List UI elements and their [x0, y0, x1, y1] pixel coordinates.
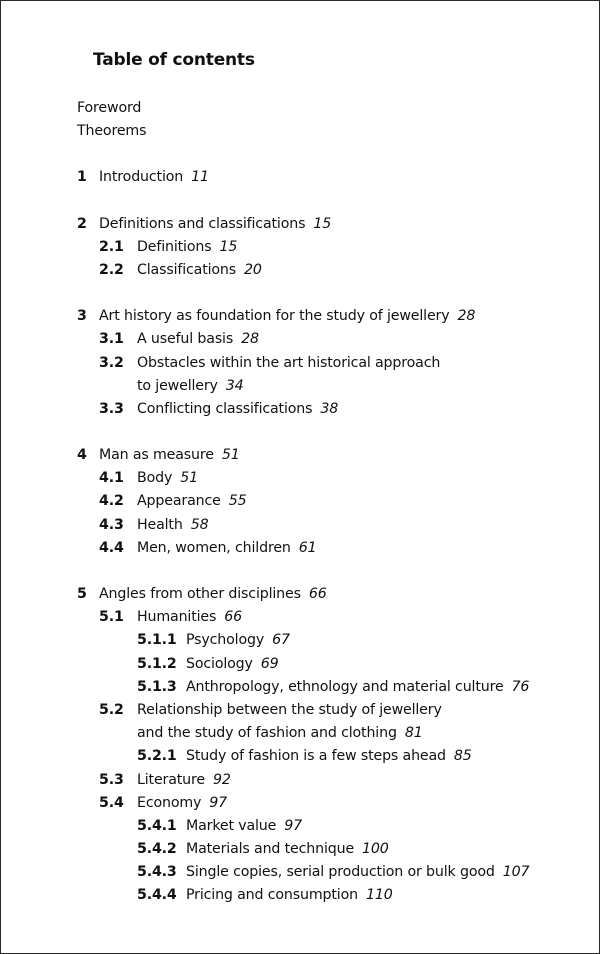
- entry-number: 4.3: [99, 516, 124, 533]
- entry-title: Humanities: [137, 609, 217, 626]
- entry-number: 3.3: [99, 400, 124, 417]
- toc-entry-5-1-2: [1, 653, 599, 676]
- toc-entry-4-1: [1, 467, 599, 490]
- page-number: 107: [502, 864, 530, 881]
- entry-number: 4.2: [99, 493, 124, 510]
- page-number: 61: [298, 539, 317, 556]
- entry-title: Market value: [186, 817, 277, 834]
- entry-text: [137, 328, 259, 351]
- entry-title: Man as measure: [99, 447, 214, 464]
- entry-text: [186, 815, 302, 838]
- entry-text: [186, 653, 279, 676]
- entry-number: 5.4.4: [137, 887, 177, 904]
- page-number: 110: [365, 887, 393, 904]
- entry-text: [186, 838, 389, 861]
- page-number: 34: [225, 377, 244, 394]
- page-number: 67: [272, 632, 290, 649]
- entry-number: 2.1: [99, 238, 124, 255]
- entry-text: [137, 769, 231, 792]
- toc-entry-3-3: [1, 398, 599, 421]
- page-number: 66: [224, 609, 242, 626]
- page-number: 81: [404, 725, 423, 742]
- page-number: 58: [190, 516, 209, 533]
- toc-entry-2-2: [1, 259, 599, 282]
- page-number: 76: [511, 678, 530, 695]
- entry-title-continued: and the study of fashion and clothing: [137, 725, 397, 742]
- page-number: 11: [191, 169, 209, 186]
- toc-entry-5-4-4: [1, 884, 599, 907]
- table-of-contents: [1, 97, 599, 908]
- entry-title: Introduction: [99, 169, 184, 186]
- toc-entry-3-2: [1, 352, 599, 375]
- page-number: 100: [362, 841, 389, 858]
- toc-entry-2: [1, 213, 599, 236]
- entry-title: Body: [137, 470, 173, 487]
- toc-entry-5-3: [1, 769, 599, 792]
- page-number: 51: [221, 447, 240, 464]
- page-number: 97: [209, 794, 228, 811]
- entry-title: Study of fashion is a few steps ahead: [186, 748, 446, 765]
- entry-title: Classifications: [137, 261, 237, 278]
- toc-entry-5-1: [1, 606, 599, 629]
- entry-number: 5.1: [99, 609, 124, 626]
- toc-entry-5: [1, 583, 599, 606]
- entry-number: 1: [77, 169, 87, 186]
- entry-text: [137, 375, 244, 398]
- entry-text: [99, 166, 209, 189]
- entry-title: Sociology: [186, 655, 253, 672]
- entry-text: [137, 398, 338, 421]
- page-number: 51: [180, 470, 198, 487]
- entry-text: [137, 537, 317, 560]
- entry-title: Pricing and consumption: [186, 887, 358, 904]
- entry-number: 5.4.3: [137, 864, 177, 881]
- entry-number: 4.1: [99, 470, 124, 487]
- toc-entry-2-1: [1, 236, 599, 259]
- entry-number: 5.1.2: [137, 655, 177, 672]
- page-number: 55: [228, 493, 247, 510]
- page-number: 85: [453, 748, 472, 765]
- entry-title: Materials and technique: [186, 841, 355, 858]
- entry-number: 3.1: [99, 331, 124, 348]
- entry-number: 5.1.3: [137, 678, 177, 695]
- entry-title: Angles from other disciplines: [99, 586, 301, 602]
- entry-title: Obstacles within the art historical approach: [137, 354, 441, 371]
- entry-number: 5.4.1: [137, 817, 177, 834]
- entry-number: 3.2: [99, 354, 124, 371]
- entry-text: [137, 792, 227, 815]
- entry-title: Psychology: [186, 632, 265, 649]
- entry-number: 2.2: [99, 261, 124, 278]
- toc-entry-3-1: [1, 328, 599, 351]
- entry-text: [99, 305, 475, 328]
- entry-number: 4: [77, 447, 87, 464]
- entry-title: Art history as foundation for the study of jewellery: [99, 308, 450, 325]
- entry-text: [186, 745, 472, 768]
- entry-text: [137, 236, 237, 259]
- entry-text: [137, 699, 442, 722]
- entry-number: 5.1.1: [137, 632, 177, 649]
- entry-number: 5.2: [99, 701, 124, 718]
- page-number: 28: [457, 308, 476, 325]
- toc-entry-continuation: [1, 722, 599, 745]
- page-title: Table of contents: [93, 50, 255, 70]
- entry-number: 5.4: [99, 794, 124, 811]
- entry-title: Men, women, children: [137, 539, 291, 556]
- entry-number: 3: [77, 308, 87, 325]
- page-number: 69: [260, 655, 279, 672]
- entry-title: Conflicting classifications: [137, 400, 313, 417]
- entry-text: [137, 352, 440, 375]
- page-number: 38: [320, 400, 339, 417]
- entry-text: [186, 884, 393, 907]
- entry-title: Definitions and classifications: [99, 215, 306, 232]
- toc-entry-5-2-1: [1, 745, 599, 768]
- toc-entry-4: [1, 444, 599, 467]
- entry-text: [99, 444, 240, 467]
- entry-text: [186, 676, 529, 699]
- entry-text: [99, 583, 327, 606]
- entry-text: [137, 514, 208, 537]
- entry-number: 5.4.2: [137, 841, 177, 858]
- toc-entry-3: [1, 305, 599, 328]
- entry-title: Literature: [137, 771, 205, 788]
- entry-title: Appearance: [137, 493, 221, 510]
- entry-text: [137, 467, 198, 490]
- entry-number: 5.3: [99, 771, 124, 788]
- toc-entry-5-1-3: [1, 676, 599, 699]
- entry-text: [137, 490, 246, 513]
- toc-entry-5-4-2: [1, 838, 599, 861]
- toc-entry-1: [1, 166, 599, 189]
- toc-entry-5-4: [1, 792, 599, 815]
- entry-title: A useful basis: [137, 331, 234, 348]
- toc-entry-5-4-3: [1, 861, 599, 884]
- entry-text: [137, 606, 242, 629]
- entry-title: Relationship between the study of jewellery: [137, 701, 442, 718]
- toc-entry-4-3: [1, 514, 599, 537]
- entry-title-continued: to jewellery: [137, 377, 218, 394]
- toc-entry-4-4: [1, 537, 599, 560]
- front-matter-title: Foreword: [77, 100, 142, 116]
- entry-title: Anthropology, ethnology and material culture: [186, 678, 504, 695]
- page-number: 15: [313, 215, 332, 232]
- page-number: 97: [284, 817, 302, 834]
- toc-front-matter: [1, 120, 599, 143]
- entry-text: [99, 213, 331, 236]
- page-number: 66: [308, 586, 327, 602]
- toc-entry-continuation: [1, 375, 599, 398]
- entry-text: [186, 861, 529, 884]
- entry-title: Economy: [137, 794, 202, 811]
- toc-entry-5-2: [1, 699, 599, 722]
- page-number: 15: [219, 238, 238, 255]
- entry-number: 2: [77, 215, 87, 232]
- toc-entry-4-2: [1, 490, 599, 513]
- toc-entry-5-4-1: [1, 815, 599, 838]
- entry-title: Definitions: [137, 238, 212, 255]
- page-number: 20: [244, 261, 262, 278]
- entry-text: [137, 259, 262, 282]
- toc-front-matter: [1, 97, 599, 120]
- entry-number: 5.2.1: [137, 748, 177, 765]
- entry-text: [186, 629, 290, 652]
- entry-title: Health: [137, 516, 183, 533]
- toc-entry-5-1-1: [1, 629, 599, 652]
- entry-text: [137, 722, 423, 745]
- entry-number: 4.4: [99, 539, 124, 556]
- page-number: 28: [241, 331, 259, 348]
- entry-title: Single copies, serial production or bulk good: [186, 864, 495, 881]
- entry-number: 5: [77, 586, 87, 602]
- page-number: 92: [212, 771, 231, 788]
- front-matter-title: Theorems: [77, 123, 147, 140]
